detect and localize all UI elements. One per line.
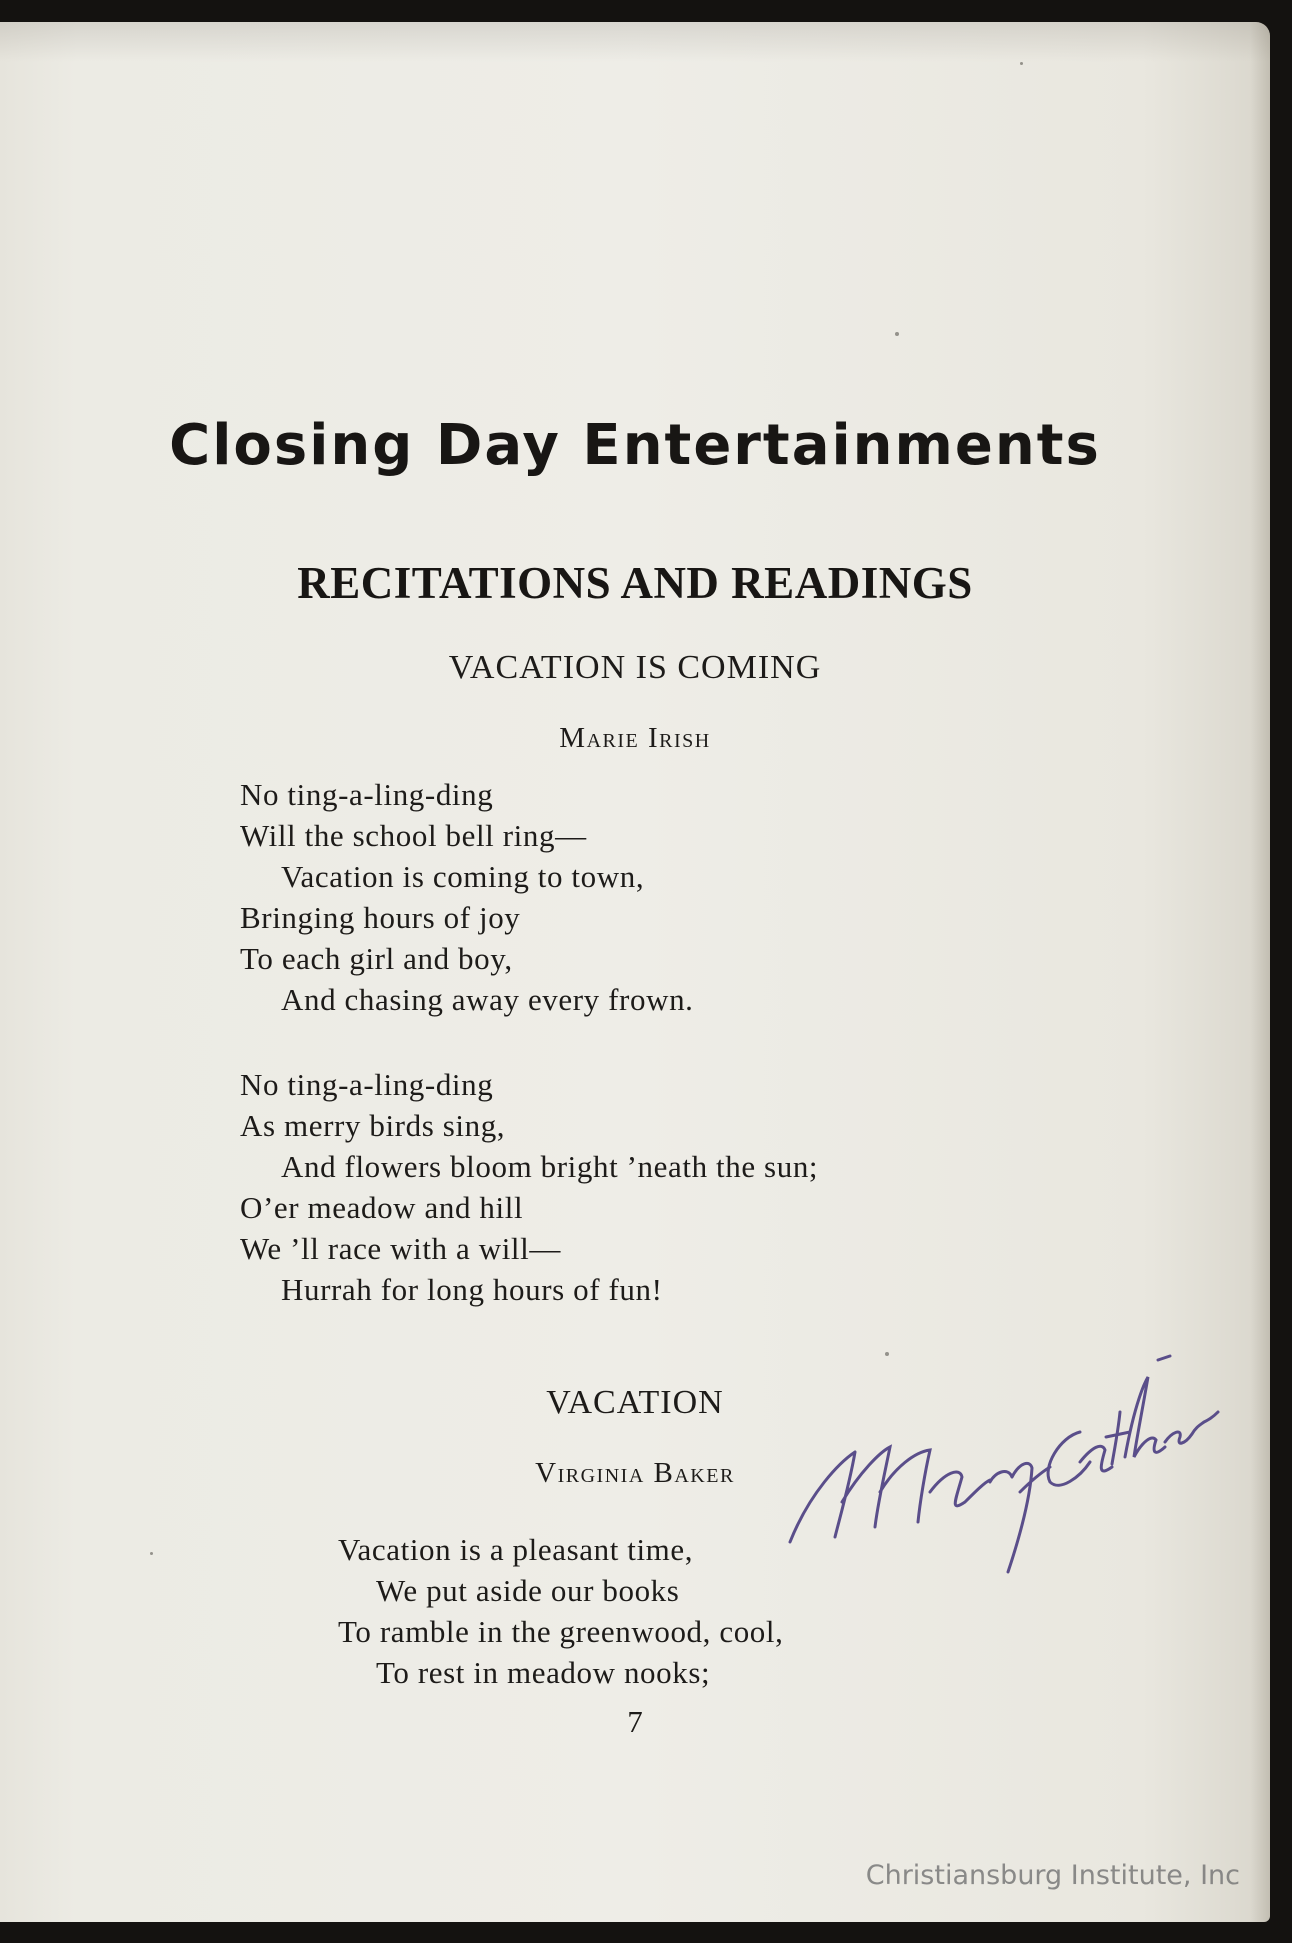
poem-line: O’er meadow and hill [240, 1190, 524, 1225]
poem-line: To ramble in the greenwood, cool, [338, 1614, 784, 1649]
poem-line: To each girl and boy, [240, 941, 513, 976]
poem-author: Marie Irish [559, 722, 711, 754]
page-edge-shadow [1250, 22, 1270, 1922]
poem-line: Bringing hours of joy [240, 900, 521, 935]
poem-line: No ting-a-ling-ding [240, 1067, 494, 1102]
page-top-shadow [0, 22, 1270, 62]
poem-line: And chasing away every frown. [281, 982, 694, 1017]
poem-line: Vacation is a pleasant time, [338, 1532, 694, 1567]
poem-line: Hurrah for long hours of fun! [281, 1272, 663, 1307]
watermark-text: Christiansburg Institute, Inc [865, 1860, 1240, 1891]
poem-line: We put aside our books [376, 1573, 680, 1608]
page-number: 7 [627, 1704, 643, 1739]
paper-speck [895, 332, 899, 336]
poem-author: Virginia Baker [535, 1457, 735, 1489]
page-title: Closing Day Entertainments [169, 413, 1101, 478]
book-page [0, 22, 1270, 1922]
section-heading: RECITATIONS AND READINGS [297, 558, 973, 608]
poem-line: Vacation is coming to town, [281, 859, 645, 894]
poem-title: VACATION [546, 1384, 724, 1421]
poem-title: VACATION IS COMING [448, 649, 822, 686]
paper-speck [150, 1552, 153, 1555]
poem-line: No ting-a-ling-ding [240, 777, 494, 812]
poem-line: As merry birds sing, [240, 1108, 506, 1143]
paper-speck [1020, 62, 1023, 65]
poem-line: And flowers bloom bright ’neath the sun; [281, 1149, 819, 1184]
poem-line: We ’ll race with a will— [240, 1231, 561, 1266]
handwritten-signature [780, 1342, 1230, 1612]
poem-line: Will the school bell ring— [240, 818, 587, 853]
poem-line: To rest in meadow nooks; [376, 1655, 711, 1690]
